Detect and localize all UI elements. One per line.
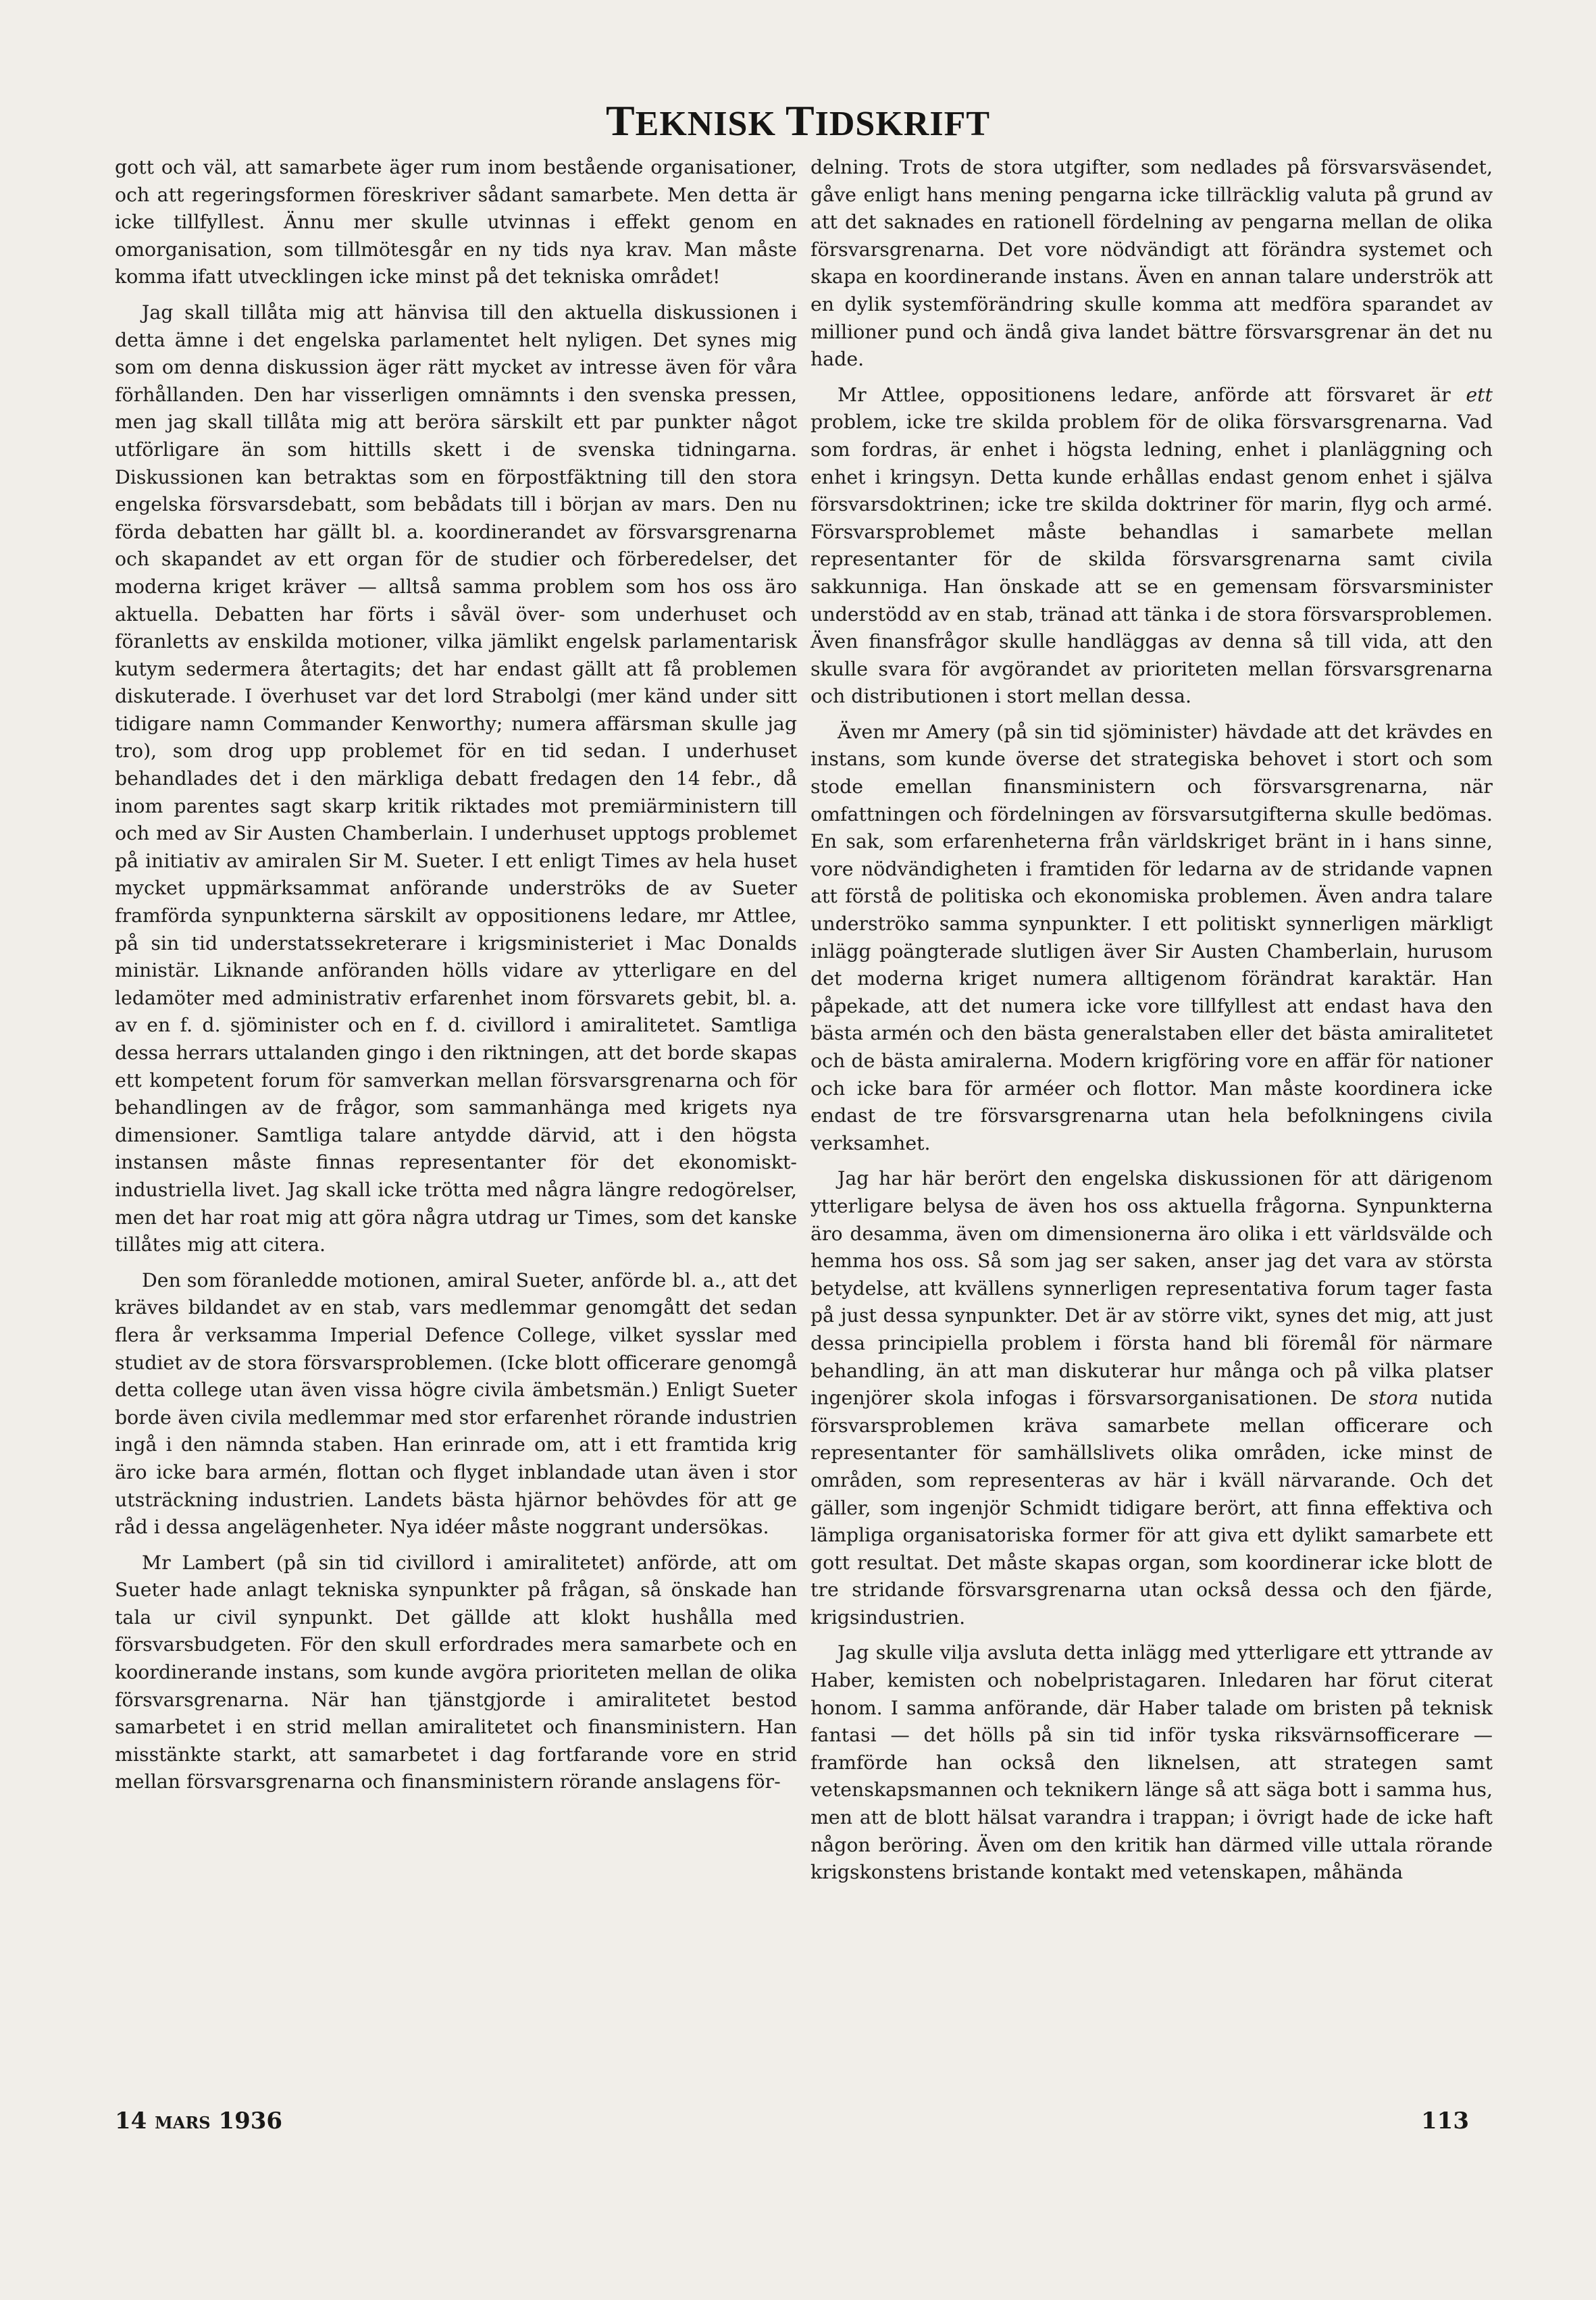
masthead-word-1: EKNISK (635, 105, 786, 143)
page-number: 113 (1421, 2107, 1469, 2135)
paragraph: Den som föranledde motionen, amiral Sueter, anförde bl. a., att det kräves bildandet av en stab, vars medlemmar genomgått det sedan flera år verksamma Imperial Defence College, vilket sysslar med studiet av de stora försvarsproblemen. (Icke blott officerare genomgå detta college utan även vissa högre civila ämbetsmän.) Enligt Sueter borde även civila medlemmar med stor erfarenhet rörande industrien ingå i den nämnda staben. Han erinrade om, att i ett framtida krig äro icke bara armén, flottan och flyget inblandade utan även i stor utsträckning industrien. Landets bästa hjärnor behövdes för att ge råd i dessa angelägenheter. Nya idéer måste noggrant undersökas. (115, 1269, 797, 1539)
masthead-initial-t: T (605, 97, 636, 145)
paragraph (810, 382, 1493, 711)
masthead-initial-t-2: T (785, 97, 815, 145)
text-run: Mr Attlee, oppositionens ledare, anförde att försvaret är (838, 383, 1466, 406)
paragraph: Jag skulle vilja avsluta detta inlägg med ytterligare ett yttrande av Haber, kemisten och nobelpristagaren. Inledaren har förut citerat honom. I samma anförande, där Haber talade om bristen på teknisk fantasi — det hölls på sin tid inför tyska riksvärnsofficerare — framförde han också den liknelsen, att strategen samt vetenskapsmannen och teknikern länge så att säga bott i samma hus, men att de blott hälsat varandra i trappan; i övrigt hade de icke haft någon beröring. Även om den kritik han därmed ville uttala rörande krigskonstens bristande kontakt med vetenskapen, måhända (810, 1641, 1493, 1884)
date-day: 14 (115, 2107, 155, 2135)
text-run: nutida försvarsproblemen kräva samarbete mellan officerare och representanter för samhällslivets olika områden, icke minst de områden, som representeras av här i kväll närvarande. Och det gäller, som ingenjör Schmidt tidigare berört, att finna effektiva och lämpliga organisatoriska former för att giva ett dylikt samarbete ett gott resultat. Det måste skapas organ, som koordinerar icke blott de tre stridande försvarsgrenarna utan också dessa och den fjärde, krigsindustrien. (810, 1387, 1493, 1629)
emphasis: ett (1466, 383, 1493, 406)
emphasis: stora (1368, 1387, 1419, 1410)
paragraph: Mr Lambert (på sin tid civillord i amiralitetet) anförde, att om Sueter hade anlagt tekniska synpunkter på frågan, så önskade han tala ur civil synpunkt. Det gällde att klokt hushålla med försvarsbudgeten. För den skull erfordrades mera samarbete och en koordinerande instans, som kunde avgöra prioriteten mellan de olika försvarsgrenarna. När han tjänstgjorde i amiralitetet bestod samarbetet i en strid mellan amiralitetet och finansministern. Han misstänkte starkt, att samarbetet i dag fortfarande vore en strid mellan försvarsgrenarna och finansministern rörande anslagens för- (115, 1551, 797, 1793)
paragraph: Jag skall tillåta mig att hänvisa till den aktuella diskussionen i detta ämne i det engelska parlamentet helt nyligen. Det synes mig som om denna diskussion äger rätt mycket av intresse även för våra förhållanden. Den har visserligen omnämnts i den svenska pressen, men jag skall tillåta mig att beröra särskilt ett par punkter något utförligare än som hittills skett i de svenska tidningarna. Diskussionen kan betraktas som en förpostfäktning till den stora engelska försvarsdebatt, som bebådats till i början av mars. Den nu förda debatten har gällt bl. a. koordinerandet av försvarsgrenarna och skapandet av ett organ för de studier och förberedelser, det moderna kriget kräver — alltså samma problem som hos oss äro aktuella. Debatten har förts i såväl över- som underhuset och föranletts av enskilda motioner, vilka jämlikt engelsk parlamentarisk kutym sedermera återtagits; det har endast gällt att få problemen diskuterade. I överhuset var det lord Strabolgi (mer känd under sitt tidigare namn Commander Kenworthy; numera affärsman skulle jag tro), som drog upp problemet för en tid sedan. I underhuset behandlades det i den märkliga debatt fredagen den 14 febr., då inom parentes sagt skarp kritik riktades mot premiärministern till och med av Sir Austen Chamberlain. I underhuset upptogs problemet på initiativ av amiralen Sir M. Sueter. I ett enligt Times av hela huset mycket uppmärksammat anförande underströks de av Sueter framförda synpunkterna särskilt av oppositionens ledare, mr Attlee, på sin tid understatssekreterare i krigsministeriet i Mac Donalds ministär. Liknande anföranden hölls vidare av ytterligare en del ledamöter med administrativ erfarenhet inom försvarets gebit, bl. a. av en f. d. sjöminister och en f. d. civillord i amiralitetet. Samtliga dessa herrars uttalanden gingo i den riktningen, att det borde skapas ett kompetent forum för samverkan mellan försvarsgrenarna och för behandlingen av de frågor, som sammanhänga med krigets nya dimensioner. Samtliga talare antydde därvid, att i den högsta instansen måste finnas representanter för det ekonomiskt-industriella livet. Jag skall icke trötta med några längre redogörelser, men det har roat mig att göra några utdrag ur Times, som det kanske tillåtes mig att citera. (115, 301, 797, 1256)
text-run: problem, icke tre skilda problem för de olika försvarsgrenarna. Vad som fordras, är enhet i högsta ledning, enhet i planläggning och enhet i kringsyn. Detta kunde erhållas endast genom enhet i själva försvarsdoktrinen; icke tre skilda doktriner för marin, flyg och armé. Försvarsproblemet måste behandlas i samarbete mellan representanter för de skilda försvarsgrenarna samt civila sakkunniga. Han önskade att se en gemensam försvarsminister understödd av en stab, tränad att tänka i de stora försvarsproblemen. Även finansfrågor skulle handläggas av denna så till vida, att den skulle svara för avgörandet av prioriteten mellan försvarsgrenarna och distributionen i stort mellan dessa. (810, 411, 1493, 708)
right-column (810, 154, 1493, 1887)
paragraph: Även mr Amery (på sin tid sjöminister) hävdade att det krävdes en instans, som kunde överse det strategiska behovet i stort och som stode emellan finansministern och försvarsgrenarna, när omfattningen och fördelningen av försvarsutgifterna skulle bedömas. En sak, som erfarenheterna från världskriget bränt in i hans sinne, vore nödvändigheten i framtiden för ledarna av de stridande vapnen att förstå de politiska och ekonomiska problemen. Även andra talare underströko samma synpunkter. I ett politiskt synnerligen märkligt inlägg poängterade slutligen äver Sir Austen Chamberlain, hurusom det moderna kriget numera alltigenom förändrat karaktär. Han påpekade, att det numera icke vore tillfyllest att endast hava den bästa armén och den bästa generalstaben eller det bästa amiralitetet och de bästa amiralerna. Modern krigföring vore en affär för nationer och icke bara för arméer och flottor. Man måste koordinera icke endast de tre försvarsgrenarna utan hela befolkningens civila verksamhet. (810, 720, 1493, 1154)
masthead-word-2: IDSKRIFT (815, 105, 991, 143)
paragraph: gott och väl, att samarbete äger rum inom bestående organisationer, och att regeringsformen föreskriver sådant samarbete. Men detta är icke tillfyllest. Ännu mer skulle utvinnas i effekt genom en omorganisation, som tillmötesgår en ny tids nya krav. Man måste komma ifatt utvecklingen icke minst på det tekniska området! (115, 156, 797, 288)
journal-masthead (0, 96, 1596, 146)
issue-date (115, 2107, 282, 2135)
paragraph (810, 1165, 1493, 1631)
left-column (115, 154, 797, 1796)
paragraph: delning. Trots de stora utgifter, som nedlades på försvarsväsendet, gåve enligt hans mening pengarna icke tillräcklig valuta på grund av att det saknades en rationell fördelning av pengarna mellan de olika försvarsgrenarna. Det vore nödvändigt att förändra systemet och skapa en koordinerande instans. Även en annan talare underströk att en dylik systemförändring skulle komma att medföra sparandet av millioner pund och ändå giva landet bättre försvarsgrenar än det nu hade. (810, 156, 1493, 371)
date-month: mars (155, 2107, 211, 2135)
date-year: 1936 (210, 2107, 283, 2135)
text-run: Jag har här berört den engelska diskussionen för att därigenom ytterligare belysa de även hos oss aktuella frågorna. Synpunkterna äro desamma, även om dimensionerna äro olika i ett världsvälde och hemma hos oss. Så som jag ser saken, anser jag det vara av största betydelse, att kvällens synnerligen representativa forum tager fasta på just dessa synpunkter. Det är av större vikt, synes det mig, att just dessa principiella problem i första hand bli föremål för närmare behandling, än att man diskuterar hur många och på vilka platser ingenjörer skola infogas i försvarsorganisationen. De (810, 1167, 1493, 1410)
